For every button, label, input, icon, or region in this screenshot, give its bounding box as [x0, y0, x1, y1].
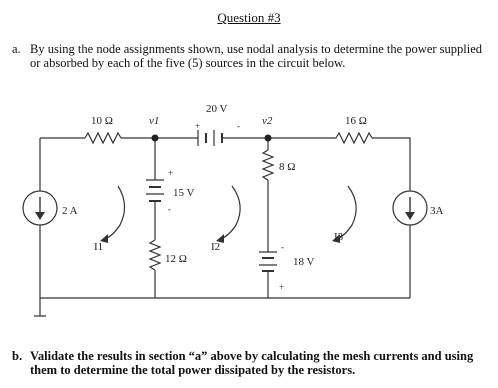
- label-8-ohm: 8 Ω: [279, 161, 296, 173]
- label-15v-minus: -: [168, 204, 171, 214]
- resistor-8-ohm: [263, 150, 273, 180]
- label-i2: I2: [211, 241, 221, 253]
- label-15v: 15 V: [173, 187, 195, 199]
- label-12-ohm: 12 Ω: [165, 253, 187, 265]
- battery-18v: [259, 252, 277, 271]
- part-a-text: By using the node assignments shown, use nodal analysis to determine the power supplied or absorbed by each of the five (5) sources in the circuit below.: [30, 42, 483, 70]
- battery-15v: [146, 180, 164, 201]
- label-i1: I1: [94, 241, 104, 253]
- label-v1: v1: [149, 115, 160, 127]
- resistor-16-ohm: [336, 133, 372, 143]
- label-15v-plus: +: [168, 168, 174, 178]
- battery-20v: [198, 130, 222, 146]
- part-b-label: b.: [12, 349, 23, 363]
- node-v1-dot: [152, 135, 159, 142]
- part-b: [12, 349, 482, 377]
- question-title: Question #3: [217, 10, 281, 25]
- resistor-12-ohm: [150, 240, 160, 270]
- label-3a: 3A: [430, 205, 444, 217]
- label-20v-minus: -: [237, 121, 240, 131]
- current-source-2a: [23, 191, 57, 225]
- label-i3: I3: [334, 231, 344, 243]
- label-18v-plus: +: [279, 282, 285, 292]
- label-18v-minus: -: [281, 242, 284, 252]
- label-10-ohm: 10 Ω: [91, 115, 113, 127]
- label-v2: v2: [262, 115, 273, 127]
- label-20v: 20 V: [206, 103, 228, 115]
- current-source-3a: [393, 191, 427, 225]
- label-2a: 2 A: [62, 205, 78, 217]
- part-a-label: a.: [12, 42, 21, 56]
- part-b-text: Validate the results in section “a” above by calculating the mesh currents and using them to determine the total power dissipated by the resistors.: [30, 349, 474, 377]
- mesh-arrow-1: [103, 186, 125, 240]
- label-20v-plus: +: [195, 121, 201, 131]
- mesh-arrow-2: [219, 186, 240, 240]
- resistor-10-ohm: [85, 133, 121, 143]
- node-v2-dot: [265, 135, 272, 142]
- label-18v: 18 V: [293, 256, 315, 268]
- label-16-ohm: 16 Ω: [345, 115, 367, 127]
- ground-mark: [34, 298, 46, 316]
